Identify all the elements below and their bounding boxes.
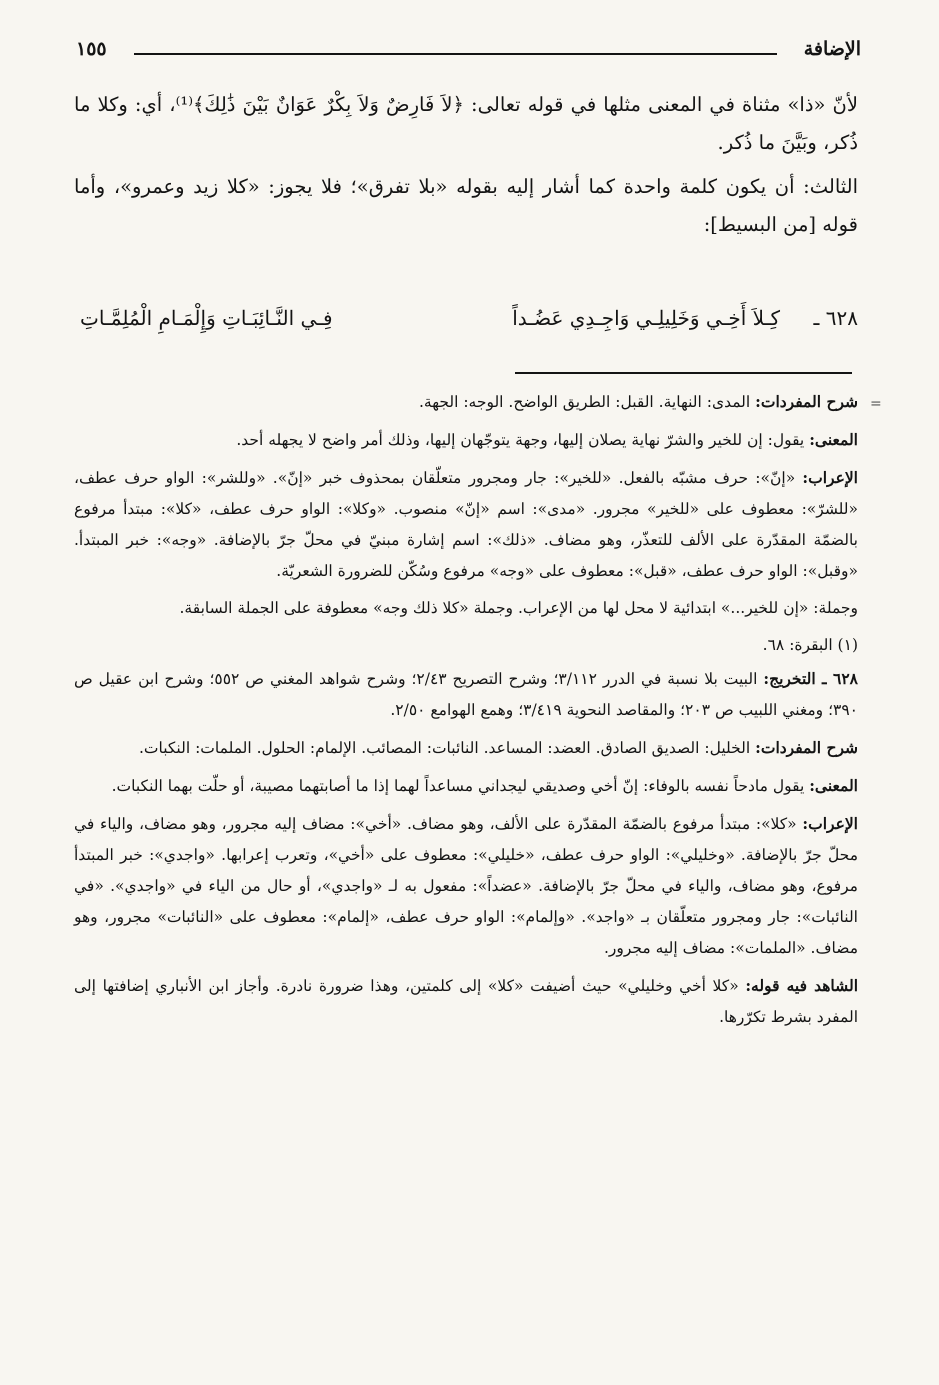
meaning-text: يقول: إن للخير والشرّ نهاية يصلان إليها، وجهة يتوجّهان إليها، وذلك أمر واضح لا يجهله أحد. xyxy=(236,431,805,449)
vocab-label: شرح المفردات: xyxy=(755,738,858,757)
parsing-note-1 xyxy=(74,462,858,587)
verse-number: ٦٢٨ ـ xyxy=(813,306,858,330)
chapter-title: الإضافة xyxy=(803,38,861,60)
sentence-note-1: وجملة: «إن للخير...» ابتدائية لا محل لها من الإعراب. وجملة «كلا ذلك وجه» معطوفة على الجملة السابقة. xyxy=(179,599,858,617)
main-paragraph-2: الثالث: أن يكون كلمة واحدة كما أشار إليه بقوله «بلا تفرق»؛ فلا يجوز: «كلا زيد وعمرو»، وأما قوله [من البسيط]: xyxy=(74,175,858,236)
meaning-note-1 xyxy=(74,424,858,456)
meaning-label: المعنى: xyxy=(809,776,858,795)
meaning-label: المعنى: xyxy=(809,430,858,449)
vocab-text: المدى: النهاية. القبل: الطريق الواضح. الوجه: الجهة. xyxy=(418,393,751,411)
witness-note xyxy=(74,970,858,1033)
continuation-mark: = xyxy=(870,396,882,412)
parsing-text: «إنّ»: حرف مشبّه بالفعل. «للخير»: جار ومجرور متعلّقان بمحذوف خبر «إنّ». «وللشر»: الواو حرف عطف، «للشرّ»: معطوف على «للخير» مجرور. «مدى»: اسم «إنّ» منصوب. «وكلا»: الواو حرف عطف، «كلا»: مبتدأ مرفوع بالضمّة المقدّرة على الألف للتعذّر، وهو مضاف. «ذلك»: اسم إشارة مبنيّ في محلّ جرّ بالإضافة. «وجه»: خبر المبتدأ. «وقبل»: الواو حرف عطف، «قبل»: معطوف على «وجه» مرفوع وسُكّن للضرورة الشعريّة. xyxy=(74,469,858,580)
footnote-rule xyxy=(515,372,852,374)
main-text xyxy=(74,86,858,250)
meaning-note-2 xyxy=(74,770,858,802)
vocab-note-1 xyxy=(74,386,858,418)
witness-label: الشاهد فيه قوله: xyxy=(745,976,858,995)
takhrij-label: ٦٢٨ ـ التخريج: xyxy=(763,669,858,688)
meaning-text: يقول مادحاً نفسه بالوفاء: إنّ أخي وصديقي ليجداني مساعداً لهما إذا ما أصابتهما مصيبة، أو حلّت بهما النكبات. xyxy=(111,777,805,795)
vocab-note-2 xyxy=(74,732,858,764)
vocab-label: شرح المفردات: xyxy=(755,392,858,411)
footnote-1: (١) البقرة: ٦٨. xyxy=(762,636,858,654)
takhrij-note xyxy=(74,663,858,726)
header-rule xyxy=(134,53,777,55)
parsing-note-2 xyxy=(74,808,858,964)
verse-second-hemistich: فِـي النَّـائِبَـاتِ وَإِلْمَـامِ الْمُلِمَّـاتِ xyxy=(80,306,333,330)
parsing-label: الإعراب: xyxy=(802,468,858,487)
parsing-label: الإعراب: xyxy=(802,814,858,833)
vocab-text: الخليل: الصديق الصادق. العضد: المساعد. النائبات: المصائب. الإلمام: الحلول. الملمات: النكبات. xyxy=(138,739,751,757)
footnotes xyxy=(74,386,858,1039)
page-number: ١٥٥ xyxy=(76,38,107,60)
witness-text: «كلا أخي وخليلي» حيث أضيفت «كلا» إلى كلمتين، وهذا ضرورة نادرة. وأجاز ابن الأنباري إضافتها إلى المفرد بشرط تكرّرها. xyxy=(74,977,858,1026)
takhrij-text: البيت بلا نسبة في الدرر ٣/١١٢؛ وشرح التصريح ٢/٤٣؛ وشرح شواهد المغني ص ٥٥٢؛ وشرح ابن عقيل ص ٣٩٠؛ ومغني اللبيب ص ٢٠٣؛ والمقاصد النحوية ٣/٤١٩؛ وهمع الهوامع ٢/٥٠. xyxy=(74,670,858,719)
page-header xyxy=(70,34,865,74)
verse-first-hemistich: كِـلاَ أَخِـي وَخَلِيلِـي وَاجِـدِي عَضُـداً xyxy=(512,306,780,330)
parsing-text: «كلا»: مبتدأ مرفوع بالضمّة المقدّرة على الألف، وهو مضاف. «أخي»: مضاف إليه مجرور، وهو مضاف، والياء في محلّ جرّ بالإضافة. «وخليلي»: الواو حرف عطف، «خليلي»: معطوف على «أخي»، وتعرب إعرابها. «واجدي»: خبر المبتدأ مرفوع، وهو مضاف، والياء في محلّ جرّ بالإضافة. «عضداً»: مفعول به لـ «واجدي»، أو حال من الياء في «واجدي». «في النائبات»: جار ومجرور متعلّقان بـ «واجد». «وإلمام»: الواو حرف عطف، «إلمام»: معطوف على «النائبات» مجرور، وهو مضاف. «الملمات»: مضاف إليه مجرور. xyxy=(74,815,858,957)
main-paragraph-1: لأنّ «ذا» مثناة في المعنى مثلها في قوله تعالى: ﴿لاَ فَارِضٌ وَلاَ بِكْرٌ عَوَانٌ بَيْنَ ذَٰلِكَ﴾⁽¹⁾، أي: وكلا ما ذُكر، وبَيَّنَ ما ذُكر. xyxy=(74,93,858,154)
poetry-verse xyxy=(74,298,858,338)
